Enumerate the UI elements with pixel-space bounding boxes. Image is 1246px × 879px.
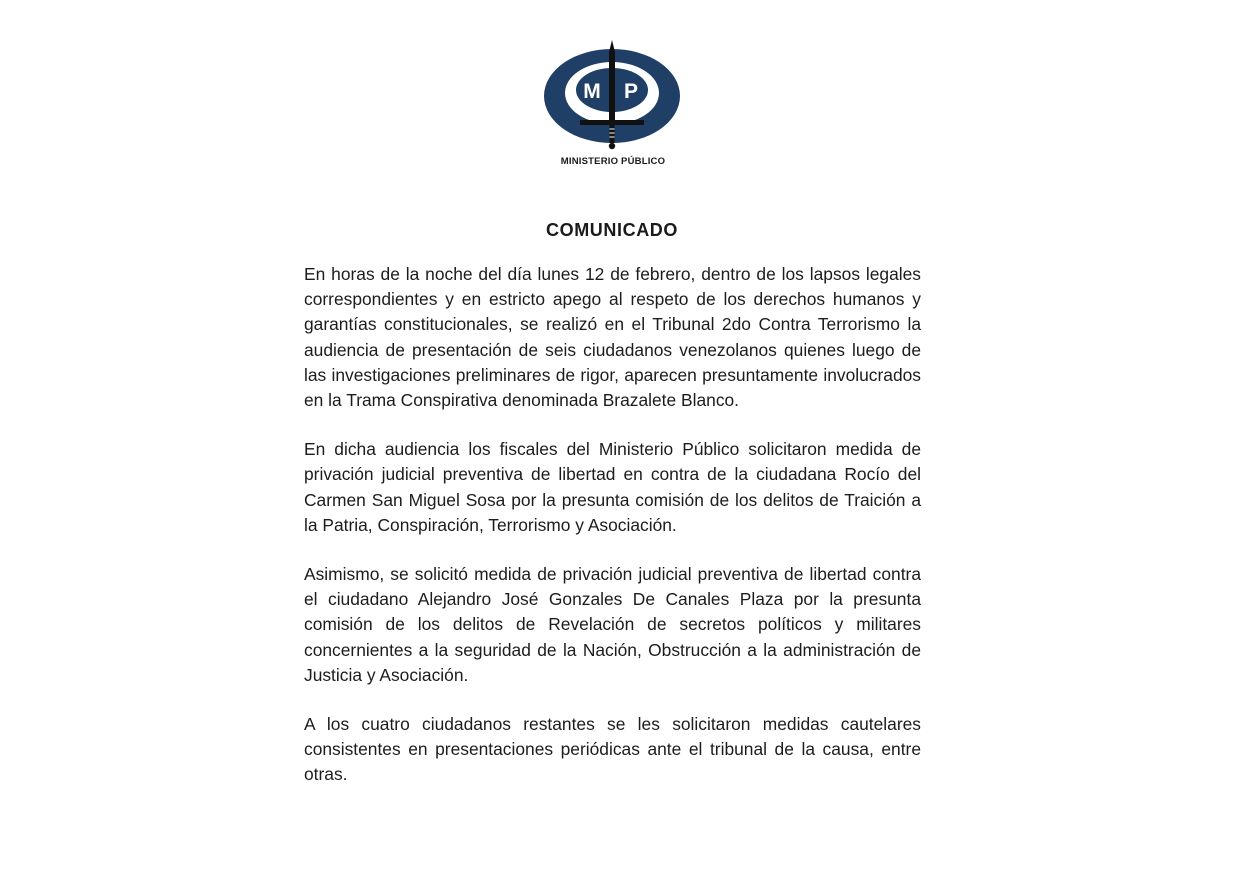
logo-letter-m: M [583, 80, 601, 103]
paragraph-1: En horas de la noche del día lunes 12 de febrero, dentro de los lapsos legales correspondientes y en estricto apego al respeto de los derechos humanos y garantías constitucionales, se realizó en el Tribunal 2do Contra Terrorismo la audiencia de presentación de seis ciudadanos venezolanos quienes luego de las investigaciones preliminares de rigor, aparecen presuntamente involucrados en la Trama Conspirativa denominada Brazalete Blanco. [304, 264, 921, 411]
paragraph-2: En dicha audiencia los fiscales del Ministerio Público solicitaron medida de privación judicial preventiva de libertad en contra de la ciudadana Rocío del Carmen San Miguel Sosa por la presunta comisión de los delitos de Traición a la Patria, Conspiración, Terrorismo y Asociación. [304, 439, 921, 535]
logo-letter-p: P [623, 80, 639, 103]
paragraph-3: Asimismo, se solicitó medida de privación judicial preventiva de libertad contra el ciudadano Alejandro José Gonzales De Canales Plaza por la presunta comisión de los delitos de Revelación de secretos políticos y militares concernientes a la seguridad de la Nación, Obstrucción a la administración de Justicia y Asociación. [304, 564, 921, 685]
sword-grip [610, 125, 615, 143]
sword-guard [580, 120, 644, 125]
ministerio-publico-logo [538, 38, 688, 173]
paragraph-4: A los cuatro ciudadanos restantes se les solicitaron medidas cautelares consistentes en presentaciones periódicas ante el tribunal de la causa, entre otras. [304, 714, 921, 785]
sword-blade [609, 40, 615, 120]
sword-pommel [609, 143, 615, 149]
document-title: COMUNICADO [546, 220, 678, 240]
logo-caption: MINISTERIO PÚBLICO [560, 156, 666, 167]
document-body [304, 262, 921, 812]
mp-emblem-icon [538, 38, 688, 156]
